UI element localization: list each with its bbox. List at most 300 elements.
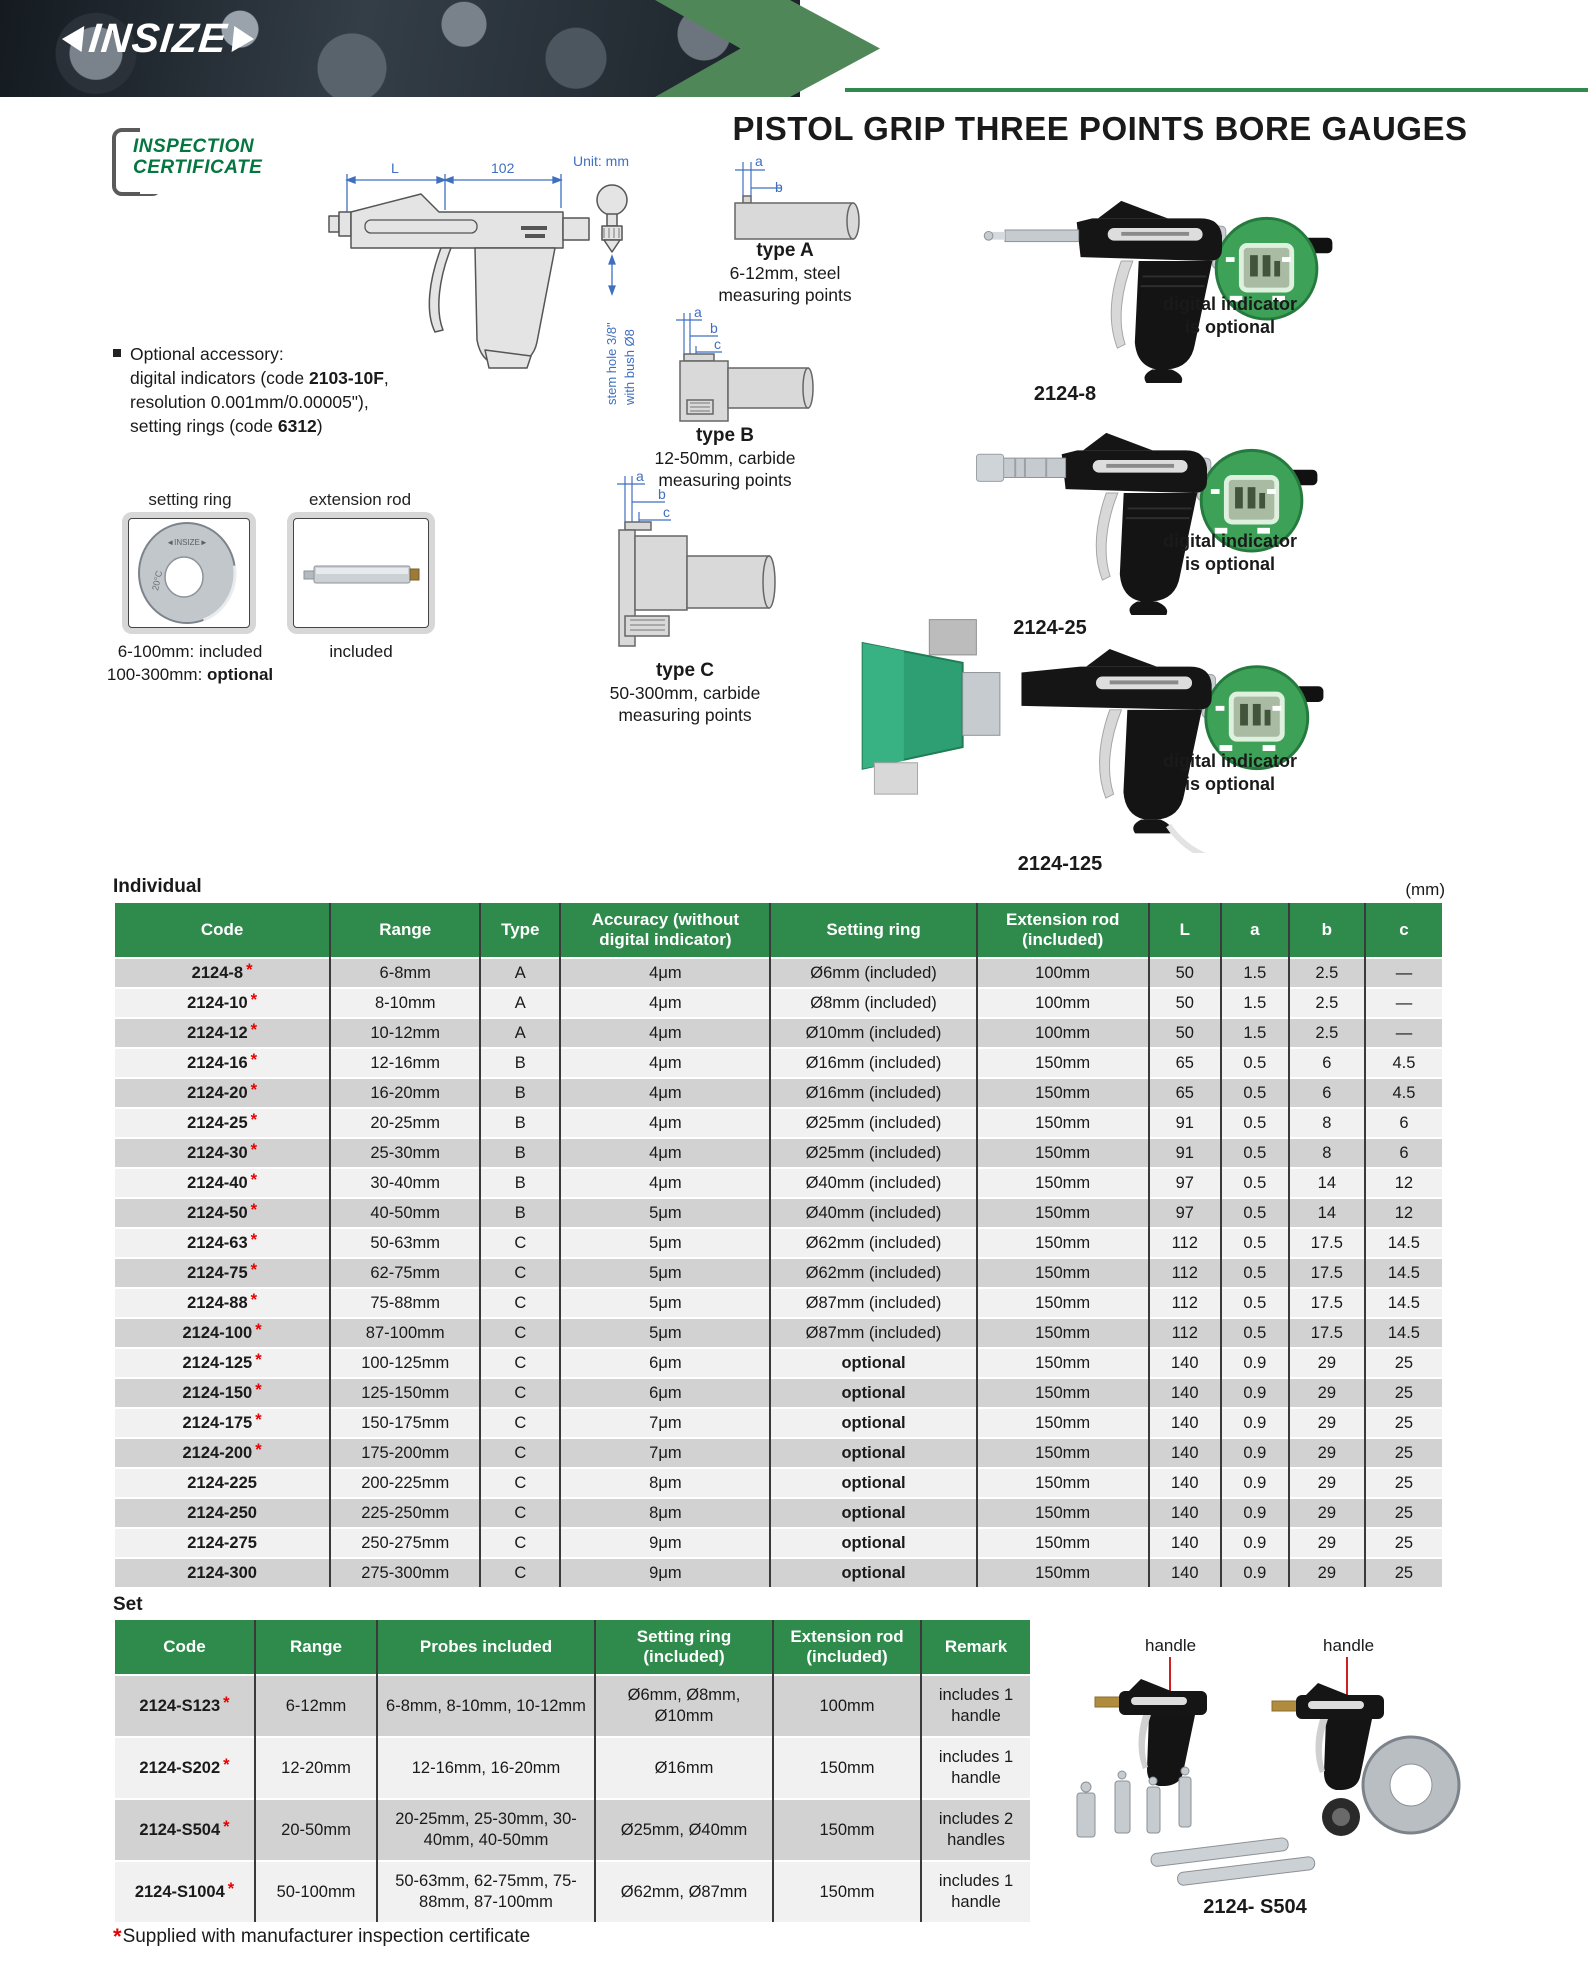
- cell-setting_ring: Ø40mm (included): [770, 1168, 976, 1198]
- cell-code: 2124-100 *: [115, 1318, 330, 1348]
- cell-code: 2124-S1004 *: [115, 1861, 255, 1922]
- certificate-star: *: [250, 1170, 258, 1189]
- cell-range: 150-175mm: [330, 1408, 480, 1438]
- cell-range: 6-12mm: [255, 1675, 377, 1737]
- cell-l: 50: [1149, 988, 1221, 1018]
- certificate-star: *: [223, 1755, 230, 1774]
- cell-extension_rod: 150mm: [977, 1048, 1149, 1078]
- cell-code: 2124-10 *: [115, 988, 330, 1018]
- cell-accuracy: 4μm: [560, 1108, 770, 1138]
- cell-code: 2124-225: [115, 1468, 330, 1498]
- cell-l: 140: [1149, 1498, 1221, 1528]
- cell-extension_rod: 150mm: [977, 1438, 1149, 1468]
- cell-remark: includes 1 handle: [921, 1675, 1030, 1737]
- cell-extension_rod: 150mm: [977, 1318, 1149, 1348]
- svg-text:Unit: mm: Unit: mm: [573, 153, 629, 169]
- cell-range: 225-250mm: [330, 1498, 480, 1528]
- svg-text:20°C: 20°C: [150, 569, 165, 592]
- certificate-star: *: [255, 1410, 262, 1429]
- set-kit-caption: 2124- S504: [1203, 1896, 1307, 1918]
- cell-a: 0.9: [1221, 1378, 1289, 1408]
- cell-setting_ring: Ø6mm (included): [770, 958, 976, 988]
- cell-a: 0.5: [1221, 1198, 1289, 1228]
- individual-section-label: Individual: [113, 876, 202, 897]
- cell-extension_rod: 150mm: [773, 1737, 921, 1799]
- cell-c: 4.5: [1365, 1048, 1442, 1078]
- cell-type: C: [480, 1468, 560, 1498]
- unit-label: (mm): [1405, 880, 1445, 899]
- cell-setting_ring: optional: [770, 1438, 976, 1468]
- cell-setting_ring: Ø10mm (included): [770, 1018, 976, 1048]
- cell-range: 62-75mm: [330, 1258, 480, 1288]
- cell-code: 2124-40 *: [115, 1168, 330, 1198]
- cell-range: 6-8mm: [330, 958, 480, 988]
- cell-b: 17.5: [1289, 1258, 1365, 1288]
- svg-text:stem hole 3/8": stem hole 3/8": [604, 322, 619, 405]
- extension-rod-note: included: [329, 642, 393, 661]
- cell-a: 1.5: [1221, 988, 1289, 1018]
- cell-type: C: [480, 1558, 560, 1587]
- individual-header-row: [115, 903, 1442, 958]
- individual-table: [115, 903, 1442, 1587]
- cell-b: 29: [1289, 1468, 1365, 1498]
- svg-text:b: b: [775, 179, 783, 195]
- table-row: [115, 1018, 1442, 1048]
- product-photo-2124-8: [975, 168, 1345, 383]
- certificate-star: *: [223, 1693, 230, 1712]
- cell-range: 50-63mm: [330, 1228, 480, 1258]
- cell-extension_rod: 150mm: [773, 1861, 921, 1922]
- cell-range: 8-10mm: [330, 988, 480, 1018]
- setting-ring-image: [129, 519, 249, 627]
- cell-code: 2124-125 *: [115, 1348, 330, 1378]
- cell-l: 97: [1149, 1198, 1221, 1228]
- cell-range: 250-275mm: [330, 1528, 480, 1558]
- certificate-star: *: [250, 1020, 258, 1039]
- certificate-star: *: [250, 1080, 258, 1099]
- product-note-2124-25: digital indicator is optional: [1162, 531, 1297, 574]
- setting-ring-box: [122, 512, 256, 634]
- cell-b: 29: [1289, 1378, 1365, 1408]
- header-accuracy: Accuracy (without digital indicator): [560, 903, 770, 958]
- cell-extension_rod: 150mm: [977, 1198, 1149, 1228]
- cell-c: 4.5: [1365, 1078, 1442, 1108]
- cell-code: 2124-200 *: [115, 1438, 330, 1468]
- cell-accuracy: 6μm: [560, 1378, 770, 1408]
- certificate-star: *: [227, 1879, 235, 1898]
- cell-l: 91: [1149, 1138, 1221, 1168]
- cell-c: 25: [1365, 1498, 1442, 1528]
- cell-l: 112: [1149, 1318, 1221, 1348]
- cell-code: 2124-8 *: [115, 958, 330, 988]
- set-section-label: Set: [113, 1594, 143, 1615]
- extension-rod-image: [294, 519, 427, 627]
- cell-probes: 12-16mm, 16-20mm: [377, 1737, 595, 1799]
- header-probes: Probes included: [377, 1620, 595, 1675]
- cell-type: C: [480, 1288, 560, 1318]
- cell-extension_rod: 100mm: [773, 1675, 921, 1737]
- type-c-diagram: [575, 470, 795, 655]
- table-row: [115, 1198, 1442, 1228]
- table-row: [115, 1348, 1442, 1378]
- cell-c: 12: [1365, 1198, 1442, 1228]
- cell-remark: includes 1 handle: [921, 1861, 1030, 1922]
- cell-l: 140: [1149, 1438, 1221, 1468]
- cell-l: 50: [1149, 1018, 1221, 1048]
- cell-extension_rod: 150mm: [773, 1799, 921, 1861]
- cell-range: 30-40mm: [330, 1168, 480, 1198]
- logo-text: INSIZE: [86, 15, 230, 61]
- cell-accuracy: 8μm: [560, 1498, 770, 1528]
- svg-text:b: b: [658, 486, 666, 502]
- cell-l: 140: [1149, 1378, 1221, 1408]
- cell-setting_ring: Ø16mm (included): [770, 1048, 976, 1078]
- header-setting-ring: Setting ring: [770, 903, 976, 958]
- cell-accuracy: 7μm: [560, 1438, 770, 1468]
- table-row: [115, 1288, 1442, 1318]
- cell-range: 275-300mm: [330, 1558, 480, 1587]
- product-note-2124-8: digital indicator is optional: [1162, 294, 1297, 337]
- individual-table-body: [115, 958, 1442, 1587]
- cell-l: 91: [1149, 1108, 1221, 1138]
- cell-accuracy: 4μm: [560, 1168, 770, 1198]
- cell-extension_rod: 150mm: [977, 1558, 1149, 1587]
- cell-a: 1.5: [1221, 958, 1289, 988]
- accessory-line3: resolution 0.001mm/0.00005"),: [130, 392, 369, 412]
- cell-type: B: [480, 1138, 560, 1168]
- setting-ring-photo: [128, 518, 250, 628]
- cell-c: 14.5: [1365, 1288, 1442, 1318]
- cell-c: 12: [1365, 1168, 1442, 1198]
- cell-b: 2.5: [1289, 988, 1365, 1018]
- cell-type: C: [480, 1408, 560, 1438]
- cell-range: 16-20mm: [330, 1078, 480, 1108]
- header-c: c: [1365, 903, 1442, 958]
- badge-line1: INSPECTION: [133, 136, 255, 157]
- cell-a: 0.5: [1221, 1318, 1289, 1348]
- header-range: Range: [330, 903, 480, 958]
- cell-remark: includes 2 handles: [921, 1799, 1030, 1861]
- certificate-star: *: [250, 1200, 258, 1219]
- cell-b: 29: [1289, 1348, 1365, 1378]
- svg-text:handle: handle: [1323, 1636, 1375, 1655]
- certificate-star: *: [255, 1320, 262, 1339]
- cell-code: 2124-63 *: [115, 1228, 330, 1258]
- cell-type: A: [480, 958, 560, 988]
- header-extension-rod: Extension rod (included): [773, 1620, 921, 1675]
- table-row: [115, 1528, 1442, 1558]
- header-b: b: [1289, 903, 1365, 958]
- table-row: [115, 1498, 1442, 1528]
- cell-range: 40-50mm: [330, 1198, 480, 1228]
- product-photo-2124-25: [960, 400, 1330, 615]
- cell-range: 87-100mm: [330, 1318, 480, 1348]
- cell-c: —: [1365, 988, 1442, 1018]
- cell-type: B: [480, 1168, 560, 1198]
- type-a-caption: type A 6-12mm, steel measuring points: [718, 240, 852, 305]
- cell-setting_ring: Ø87mm (included): [770, 1318, 976, 1348]
- cell-range: 175-200mm: [330, 1438, 480, 1468]
- certificate-star: *: [250, 1260, 258, 1279]
- cell-code: 2124-250: [115, 1498, 330, 1528]
- cell-extension_rod: 150mm: [977, 1468, 1149, 1498]
- table-row: [115, 1138, 1442, 1168]
- header-extension-rod: Extension rod (included): [977, 903, 1149, 958]
- table-row: [115, 988, 1442, 1018]
- cell-accuracy: 4μm: [560, 1048, 770, 1078]
- cell-a: 0.9: [1221, 1348, 1289, 1378]
- cell-l: 140: [1149, 1558, 1221, 1587]
- cell-code: 2124-S504 *: [115, 1799, 255, 1861]
- extension-rod-photo: [293, 518, 429, 628]
- cell-b: 2.5: [1289, 1018, 1365, 1048]
- page-title: PISTOL GRIP THREE POINTS BORE GAUGES: [732, 110, 1468, 147]
- cell-setting_ring: Ø40mm (included): [770, 1198, 976, 1228]
- table-row: [115, 1468, 1442, 1498]
- cell-setting_ring: optional: [770, 1408, 976, 1438]
- svg-text:handle: handle: [1145, 1636, 1197, 1655]
- cell-a: 0.5: [1221, 1138, 1289, 1168]
- cell-l: 140: [1149, 1348, 1221, 1378]
- cell-range: 12-20mm: [255, 1737, 377, 1799]
- cell-code: 2124-150 *: [115, 1378, 330, 1408]
- cell-l: 112: [1149, 1288, 1221, 1318]
- svg-text:c: c: [663, 504, 670, 520]
- cell-l: 140: [1149, 1468, 1221, 1498]
- cell-c: 14.5: [1365, 1318, 1442, 1348]
- certificate-star: *: [250, 1050, 258, 1069]
- certificate-star: *: [250, 1110, 258, 1129]
- cell-l: 65: [1149, 1048, 1221, 1078]
- header-range: Range: [255, 1620, 377, 1675]
- table-row: [115, 1078, 1442, 1108]
- cell-accuracy: 4μm: [560, 1018, 770, 1048]
- product-code-2124-25: 2124-25: [1013, 617, 1087, 639]
- cell-probes: 6-8mm, 8-10mm, 10-12mm: [377, 1675, 595, 1737]
- cell-accuracy: 6μm: [560, 1348, 770, 1378]
- cell-b: 6: [1289, 1078, 1365, 1108]
- header-code: Code: [115, 1620, 255, 1675]
- certificate-star: *: [255, 1350, 262, 1369]
- cell-code: 2124-20 *: [115, 1078, 330, 1108]
- cell-a: 0.5: [1221, 1228, 1289, 1258]
- cell-a: 0.5: [1221, 1168, 1289, 1198]
- product-code-2124-8: 2124-8: [1033, 383, 1097, 405]
- cell-c: 6: [1365, 1138, 1442, 1168]
- cell-extension_rod: 150mm: [977, 1228, 1149, 1258]
- cell-type: A: [480, 988, 560, 1018]
- certificate-star: *: [223, 1817, 230, 1836]
- cell-l: 112: [1149, 1228, 1221, 1258]
- cell-setting_ring: Ø62mm, Ø87mm: [595, 1861, 773, 1922]
- cell-b: 8: [1289, 1108, 1365, 1138]
- cell-extension_rod: 150mm: [977, 1528, 1149, 1558]
- cell-b: 29: [1289, 1558, 1365, 1587]
- cell-code: 2124-300: [115, 1558, 330, 1587]
- cell-extension_rod: 100mm: [977, 988, 1149, 1018]
- badge-line2: CERTIFICATE: [133, 157, 263, 178]
- set-header-row: [115, 1620, 1030, 1675]
- table-row: [115, 1675, 1030, 1737]
- cell-accuracy: 4μm: [560, 1078, 770, 1108]
- table-row: [115, 1799, 1030, 1861]
- cell-l: 50: [1149, 958, 1221, 988]
- cell-c: 25: [1365, 1558, 1442, 1587]
- cell-accuracy: 9μm: [560, 1528, 770, 1558]
- cell-b: 29: [1289, 1438, 1365, 1468]
- cell-code: 2124-50 *: [115, 1198, 330, 1228]
- cell-a: 0.5: [1221, 1258, 1289, 1288]
- table-row: [115, 1378, 1442, 1408]
- cell-accuracy: 4μm: [560, 988, 770, 1018]
- cell-setting_ring: Ø25mm (included): [770, 1108, 976, 1138]
- cell-probes: 50-63mm, 62-75mm, 75-88mm, 87-100mm: [377, 1861, 595, 1922]
- cell-l: 112: [1149, 1258, 1221, 1288]
- insize-logo: [60, 15, 256, 61]
- table-row: [115, 1438, 1442, 1468]
- cell-extension_rod: 100mm: [977, 1018, 1149, 1048]
- cell-c: 14.5: [1365, 1228, 1442, 1258]
- cell-extension_rod: 150mm: [977, 1378, 1149, 1408]
- header-divider-line: [845, 88, 1588, 92]
- cell-c: 25: [1365, 1408, 1442, 1438]
- cell-extension_rod: 150mm: [977, 1288, 1149, 1318]
- cell-range: 200-225mm: [330, 1468, 480, 1498]
- svg-text:◄INSIZE►: ◄INSIZE►: [166, 538, 208, 547]
- product-note-2124-125: digital indicator is optional: [1162, 751, 1297, 794]
- cell-c: 25: [1365, 1528, 1442, 1558]
- certificate-star: *: [250, 1230, 258, 1249]
- type-a-diagram: [695, 152, 875, 252]
- table-row: [115, 1048, 1442, 1078]
- cell-a: 0.9: [1221, 1438, 1289, 1468]
- cell-a: 0.5: [1221, 1078, 1289, 1108]
- cell-b: 6: [1289, 1048, 1365, 1078]
- cell-extension_rod: 150mm: [977, 1168, 1149, 1198]
- table-row: [115, 1737, 1030, 1799]
- cell-l: 140: [1149, 1528, 1221, 1558]
- accessory-line4: setting rings (code 6312): [130, 416, 323, 436]
- cell-type: C: [480, 1348, 560, 1378]
- set-table: [115, 1620, 1030, 1922]
- cell-accuracy: 5μm: [560, 1288, 770, 1318]
- cell-range: 10-12mm: [330, 1018, 480, 1048]
- cell-b: 14: [1289, 1168, 1365, 1198]
- table-row: [115, 1558, 1442, 1587]
- cell-setting_ring: Ø62mm (included): [770, 1258, 976, 1288]
- cell-a: 0.5: [1221, 1288, 1289, 1318]
- cell-accuracy: 5μm: [560, 1228, 770, 1258]
- cell-b: 17.5: [1289, 1318, 1365, 1348]
- cell-extension_rod: 150mm: [977, 1108, 1149, 1138]
- header-a: a: [1221, 903, 1289, 958]
- cell-code: 2124-S202 *: [115, 1737, 255, 1799]
- certificate-star: *: [250, 1290, 258, 1309]
- table-row: [115, 1228, 1442, 1258]
- cell-type: C: [480, 1318, 560, 1348]
- cell-accuracy: 5μm: [560, 1198, 770, 1228]
- cell-type: A: [480, 1018, 560, 1048]
- cell-b: 8: [1289, 1138, 1365, 1168]
- table-row: [115, 1258, 1442, 1288]
- inspection-certificate-badge: [133, 136, 303, 178]
- cell-setting_ring: Ø6mm, Ø8mm, Ø10mm: [595, 1675, 773, 1737]
- cell-accuracy: 7μm: [560, 1408, 770, 1438]
- cell-extension_rod: 150mm: [977, 1138, 1149, 1168]
- cell-a: 0.9: [1221, 1468, 1289, 1498]
- cell-type: B: [480, 1048, 560, 1078]
- table-row: [115, 1168, 1442, 1198]
- type-b-diagram: [630, 308, 830, 428]
- set-table-body: [115, 1675, 1030, 1922]
- cell-accuracy: 5μm: [560, 1318, 770, 1348]
- cell-c: 6: [1365, 1108, 1442, 1138]
- bullet-icon: [113, 349, 121, 357]
- cell-range: 25-30mm: [330, 1138, 480, 1168]
- cell-setting_ring: optional: [770, 1498, 976, 1528]
- cell-code: 2124-S123 *: [115, 1675, 255, 1737]
- header-remark: Remark: [921, 1620, 1030, 1675]
- certificate-star: *: [250, 1140, 258, 1159]
- type-c-caption: type C 50-300mm, carbide measuring points: [609, 660, 761, 725]
- svg-text:a: a: [694, 308, 702, 320]
- header-type: Type: [480, 903, 560, 958]
- cell-range: 12-16mm: [330, 1048, 480, 1078]
- header-setting-ring: Setting ring (included): [595, 1620, 773, 1675]
- certificate-star: *: [255, 1380, 262, 1399]
- set-kit-photo: [1055, 1635, 1495, 1893]
- cell-c: —: [1365, 1018, 1442, 1048]
- cell-b: 14: [1289, 1198, 1365, 1228]
- cell-setting_ring: Ø16mm: [595, 1737, 773, 1799]
- cell-code: 2124-30 *: [115, 1138, 330, 1168]
- cell-l: 140: [1149, 1408, 1221, 1438]
- cell-b: 29: [1289, 1498, 1365, 1528]
- cell-range: 20-50mm: [255, 1799, 377, 1861]
- cell-c: 25: [1365, 1348, 1442, 1378]
- table-row: [115, 1318, 1442, 1348]
- cell-a: 0.9: [1221, 1528, 1289, 1558]
- cell-range: 75-88mm: [330, 1288, 480, 1318]
- svg-text:c: c: [714, 336, 721, 352]
- cell-setting_ring: Ø16mm (included): [770, 1078, 976, 1108]
- setting-ring-note: 6-100mm: included 100-300mm: optional: [106, 642, 274, 684]
- cell-type: C: [480, 1438, 560, 1468]
- cell-setting_ring: optional: [770, 1348, 976, 1378]
- cell-c: 14.5: [1365, 1258, 1442, 1288]
- header-code: Code: [115, 903, 330, 958]
- cell-c: 25: [1365, 1438, 1442, 1468]
- cell-code: 2124-16 *: [115, 1048, 330, 1078]
- cell-b: 17.5: [1289, 1288, 1365, 1318]
- cell-type: C: [480, 1498, 560, 1528]
- cell-range: 100-125mm: [330, 1348, 480, 1378]
- cell-setting_ring: Ø87mm (included): [770, 1288, 976, 1318]
- cell-code: 2124-75 *: [115, 1258, 330, 1288]
- cell-extension_rod: 150mm: [977, 1348, 1149, 1378]
- cell-type: B: [480, 1078, 560, 1108]
- cell-b: 29: [1289, 1408, 1365, 1438]
- svg-text:L: L: [391, 160, 399, 176]
- cell-extension_rod: 100mm: [977, 958, 1149, 988]
- cell-l: 97: [1149, 1168, 1221, 1198]
- table-row: [115, 1108, 1442, 1138]
- cell-accuracy: 9μm: [560, 1558, 770, 1587]
- cell-type: C: [480, 1258, 560, 1288]
- header-l: L: [1149, 903, 1221, 958]
- logo-right-arrow-icon: [232, 26, 256, 52]
- cell-setting_ring: Ø25mm (included): [770, 1138, 976, 1168]
